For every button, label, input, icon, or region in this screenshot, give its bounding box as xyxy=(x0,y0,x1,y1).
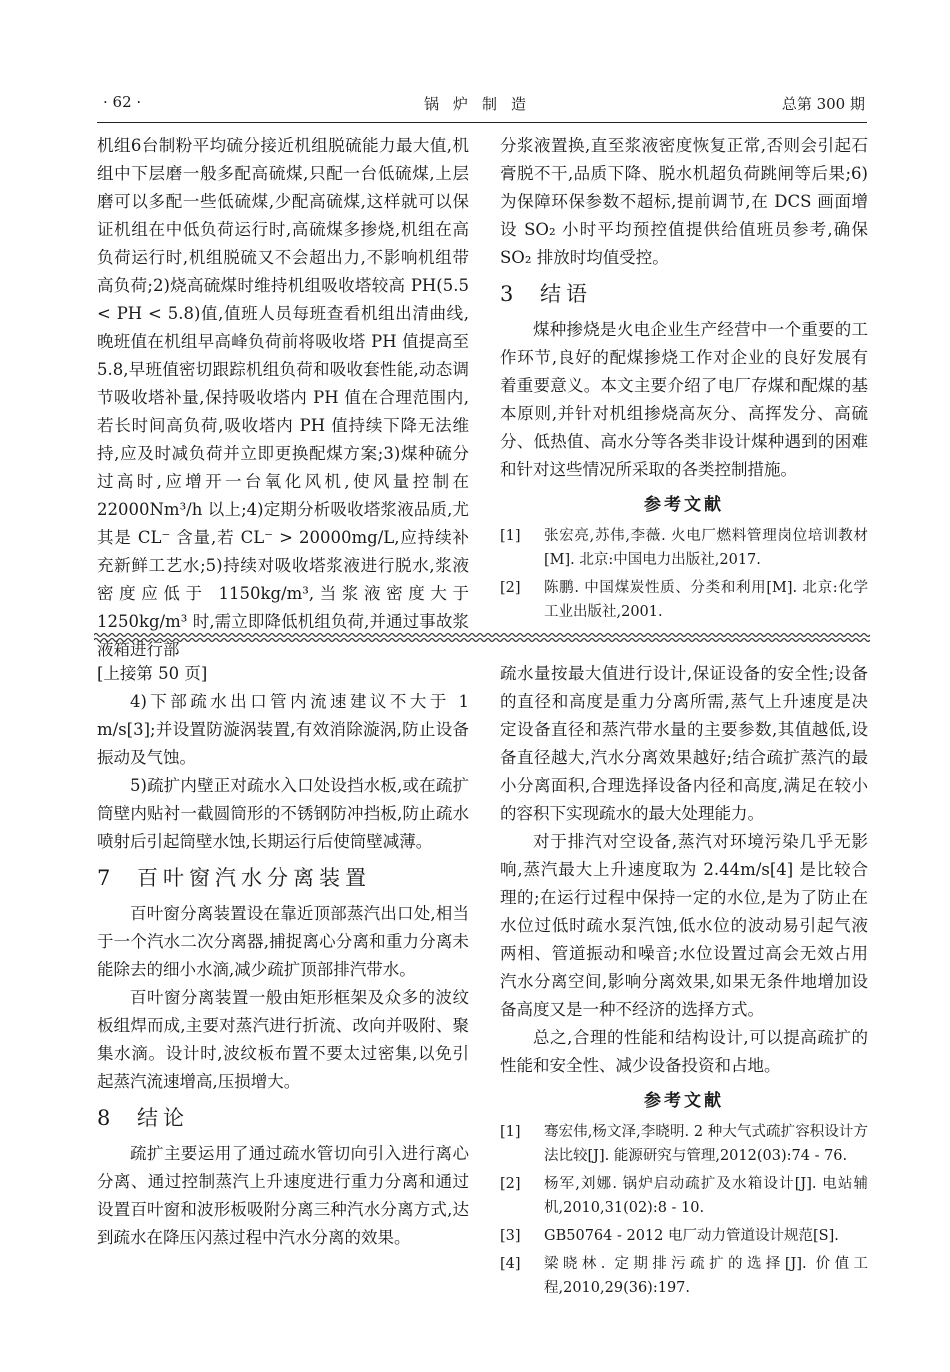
reference-text: 张宏亮,苏伟,李薇. 火电厂燃料管理岗位培训教材[M]. 北京:中国电力出版社,2017. xyxy=(544,528,868,568)
reference-list xyxy=(500,524,868,624)
section-title: 百叶窗汽水分离装置 xyxy=(137,866,371,890)
reference-list xyxy=(500,1120,868,1300)
reference-text: 骞宏伟,杨文泽,李晓明. 2 种大气式疏扩容积设计方法比较[J]. 能源研究与管理,2012(03):74 - 76. xyxy=(544,1124,868,1164)
lower-right-column xyxy=(500,660,868,1304)
references-heading: 参考文献 xyxy=(644,495,724,515)
issue-number: 总第 300 期 xyxy=(781,95,865,113)
reference-item xyxy=(500,524,868,572)
reference-text: 陈鹏. 中国煤炭性质、分类和利用[M]. 北京:化学工业出版社,2001. xyxy=(544,580,868,620)
reference-number: [1] xyxy=(500,1124,521,1140)
body-paragraph: 机组6台制粉平均硫分接近机组脱硫能力最大值,机组中下层磨一般多配高硫煤,只配一台低硫煤,上层磨可以多配一些低硫煤,少配高硫煤,这样就可以保证机组在中低负荷运行时,高硫煤多掺烧,机组在高负荷运行时,机组脱硫又不会超出力,不影响机组带高负荷;2)烧高硫煤时维持机组吸收塔较高 PH(5.5 < PH < 5.8)值,值班人员每班查看机组出清曲线,晚班值在机组早高峰负荷前将吸收塔 PH 值提高至 5.8,早班值密切跟踪机组负荷和吸收套性能,动态调节吸收塔补量,保持吸收塔内 PH 值在合理范围内,若长时间高负荷,吸收塔内 PH 值持续下降无法维持,应及时减负荷并立即更换配煤方案;3)煤种硫分过高时,应增开一台氧化风机,使风量控制在 22000Nm³/h 以上;4)定期分析吸收塔浆液品质,尤其是 CL⁻ 含量,若 CL⁻ > 20000mg/L,应持续补充新鲜工艺水;5)持续对吸收塔浆液进行脱水,浆液密度应低于 1150kg/m³,当浆液密度大于 1250kg/m³ 时,需立即降低机组负荷,并通过事故浆液箱进行部 xyxy=(97,136,469,659)
section-heading-8 xyxy=(97,1096,469,1140)
references-heading: 参考文献 xyxy=(644,1091,724,1111)
body-paragraph: 疏扩主要运用了通过疏水管切向引入进行离心分离、通过控制蒸汽上升速度进行重力分离和通过设置百叶窗和波形板吸附分离三种汽水分离方式,达到疏水在降压闪蒸过程中汽水分离的效果。 xyxy=(97,1144,469,1247)
reference-item xyxy=(500,1172,868,1220)
lower-left-column xyxy=(97,660,469,1252)
body-paragraph: 4)下部疏水出口管内流速建议不大于 1 m/s[3];并设置防漩涡装置,有效消除漩涡,防止设备振动及气蚀。 xyxy=(97,692,469,767)
body-paragraph: 煤种掺烧是火电企业生产经营中一个重要的工作环节,良好的配煤掺烧工作对企业的良好发展有着重要意义。本文主要介绍了电厂存煤和配煤的基本原则,并针对机组掺烧高灰分、高挥发分、高硫分、低热值、高水分等各类非设计煤种遇到的困难和针对这些情况所采取的各类控制措施。 xyxy=(500,320,868,479)
section-heading-3 xyxy=(500,272,868,316)
reference-number: [4] xyxy=(500,1256,521,1272)
page-header xyxy=(97,88,867,123)
article-separator xyxy=(94,628,870,648)
body-paragraph: 疏水量按最大值进行设计,保证设备的安全性;设备的直径和高度是重力分离所需,蒸气上升速度是决定设备直径和蒸汽带水量的主要参数,其值越低,设备直径越大,汽水分离效果越好;结合疏扩蒸汽的最小分离面积,合理选择设备内径和高度,满足在较小的容积下实现疏水的最大处理能力。 xyxy=(500,664,868,823)
reference-number: [2] xyxy=(500,1176,521,1192)
section-number: 7 xyxy=(97,866,111,890)
reference-item xyxy=(500,576,868,624)
separator-wave xyxy=(94,634,870,642)
body-paragraph: 5)疏扩内壁正对疏水入口处设挡水板,或在疏扩筒壁内贴衬一截圆筒形的不锈钢防冲挡板,防止疏水喷射后引起筒壁水蚀,长期运行后使筒壁减薄。 xyxy=(97,776,469,851)
upper-right-column xyxy=(500,132,868,628)
body-paragraph: 百叶窗分离装置设在靠近顶部蒸汽出口处,相当于一个汽水二次分离器,捕捉离心分离和重力分离未能除去的细小水滴,减少疏扩顶部排汽带水。 xyxy=(97,904,469,979)
body-paragraph: 分浆液置换,直至浆液密度恢复正常,否则会引起石膏脱不干,品质下降、脱水机超负荷跳闸等后果;6)为保障环保参数不超标,提前调节,在 DCS 画面增设 SO₂ 小时平均预控值提供给值班员参考,确保 SO₂ 排放时均值受控。 xyxy=(500,136,868,267)
reference-text: 梁晓林. 定期排污疏扩的选择[J]. 价值工程,2010,29(36):197. xyxy=(544,1256,868,1296)
section-number: 8 xyxy=(97,1106,111,1130)
continued-note: [上接第 50 页] xyxy=(97,664,208,683)
page-number: · 62 · xyxy=(103,93,142,111)
section-title: 结论 xyxy=(137,1106,189,1130)
section-title: 结语 xyxy=(540,282,592,306)
section-heading-7 xyxy=(97,856,469,900)
reference-number: [3] xyxy=(500,1228,521,1244)
reference-item xyxy=(500,1224,868,1248)
upper-left-column xyxy=(97,132,469,664)
journal-title: 锅炉制造 xyxy=(423,95,540,113)
reference-number: [2] xyxy=(500,580,521,596)
reference-item xyxy=(500,1120,868,1168)
body-paragraph: 对于排汽对空设备,蒸汽对环境污染几乎无影响,蒸汽最大上升速度取为 2.44m/s[4] 是比较合理的;在运行过程中保持一定的水位,是为了防止在水位过低时疏水泵汽蚀,低水位的波动易引起气液两相、管道振动和噪音;水位设置过高会无效占用汽水分离空间,影响分离效果,如果无条件地增加设备高度又是一种不经济的选择方式。 xyxy=(500,832,868,1019)
section-number: 3 xyxy=(500,282,514,306)
body-paragraph: 百叶窗分离装置一般由矩形框架及众多的波纹板组焊而成,主要对蒸汽进行折流、改向并吸附、聚集水滴。设计时,波纹板布置不要太过密集,以免引起蒸汽流速增高,压损增大。 xyxy=(97,988,469,1091)
body-paragraph: 总之,合理的性能和结构设计,可以提高疏扩的性能和安全性、减少设备投资和占地。 xyxy=(500,1028,868,1075)
reference-text: GB50764 - 2012 电厂动力管道设计规范[S]. xyxy=(544,1228,839,1244)
reference-item xyxy=(500,1252,868,1300)
reference-number: [1] xyxy=(500,528,521,544)
reference-text: 杨军,刘娜. 锅炉启动疏扩及水箱设计[J]. 电站辅机,2010,31(02):8 - 10. xyxy=(544,1176,868,1216)
